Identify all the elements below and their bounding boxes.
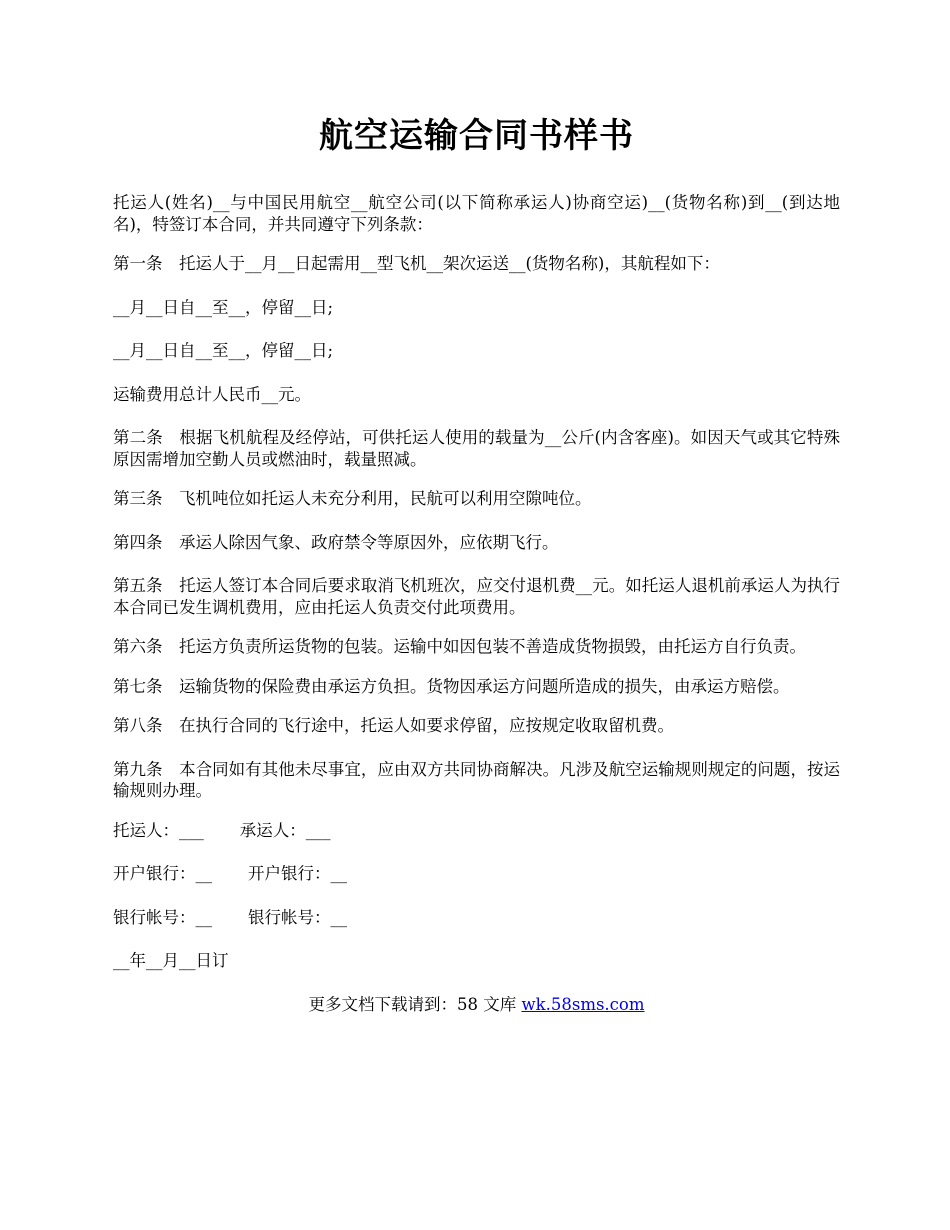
article-9: 第九条 本合同如有其他未尽事宜，应由双方共同协商解决。凡涉及航空运输规则规定的问题，按运输规则办理。 (113, 759, 840, 800)
carrier-signature: 承运人：___ (239, 820, 331, 840)
bank-right: 开户银行：__ (248, 864, 347, 883)
footer-text: 更多文档下载请到：58 文库 (308, 994, 522, 1014)
bank-left: 开户银行：__ (113, 864, 212, 883)
consignor-signature: 托运人：___ (113, 820, 204, 840)
article-2: 第二条 根据飞机航程及经停站，可供托运人使用的载量为__公斤(内含客座)。如因天气或其它特殊原因需增加空勤人员或燃油时，载量照减。 (113, 428, 840, 469)
bank-row (113, 863, 840, 885)
date-line: __年__月__日订 (113, 951, 229, 970)
article-3: 第三条 飞机吨位如托运人未充分利用，民航可以利用空隙吨位。 (113, 489, 592, 508)
account-right: 银行帐号：__ (248, 907, 347, 927)
signature-row (113, 820, 840, 842)
document-title: 航空运输合同书样书 (319, 116, 634, 156)
article-8: 第八条 在执行合同的飞行途中，托运人如要求停留，应按规定收取留机费。 (113, 716, 674, 735)
account-left: 银行帐号：__ (113, 907, 212, 927)
route-line-1: __月__日自__至__，停留__日; (113, 297, 334, 317)
article-1: 第一条 托运人于__月__日起需用__型飞机__架次运送__(货物名称)，其航程如下： (113, 254, 720, 273)
article-6: 第六条 托运方负责所运货物的包装。运输中如因包装不善造成货物损毁，由托运方自行负责。 (113, 637, 806, 656)
route-line-2: __月__日自__至__，停留__日; (113, 341, 334, 360)
account-row (113, 907, 840, 929)
cost-line: 运输费用总计人民币__元。 (113, 384, 311, 404)
document-page (113, 110, 840, 1016)
article-7: 第七条 运输货物的保险费由承运方负担。货物因承运方问题所造成的损失，由承运方赔偿。 (113, 676, 790, 696)
footer (113, 994, 840, 1016)
article-5: 第五条 托运人签订本合同后要求取消飞机班次，应交付退机费__元。如托运人退机前承运人为执行本合同已发生调机费用，应由托运人负责交付此项费用。 (113, 576, 840, 617)
footer-link[interactable]: wk.58sms.com (521, 994, 645, 1014)
intro-paragraph: 托运人(姓名)__与中国民用航空__航空公司(以下简称承运人)协商空运)__(货物名称)到__(到达地名)，特签订本合同，并共同遵守下列条款： (113, 193, 840, 234)
article-4: 第四条 承运人除因气象、政府禁令等原因外，应依期飞行。 (113, 532, 559, 552)
